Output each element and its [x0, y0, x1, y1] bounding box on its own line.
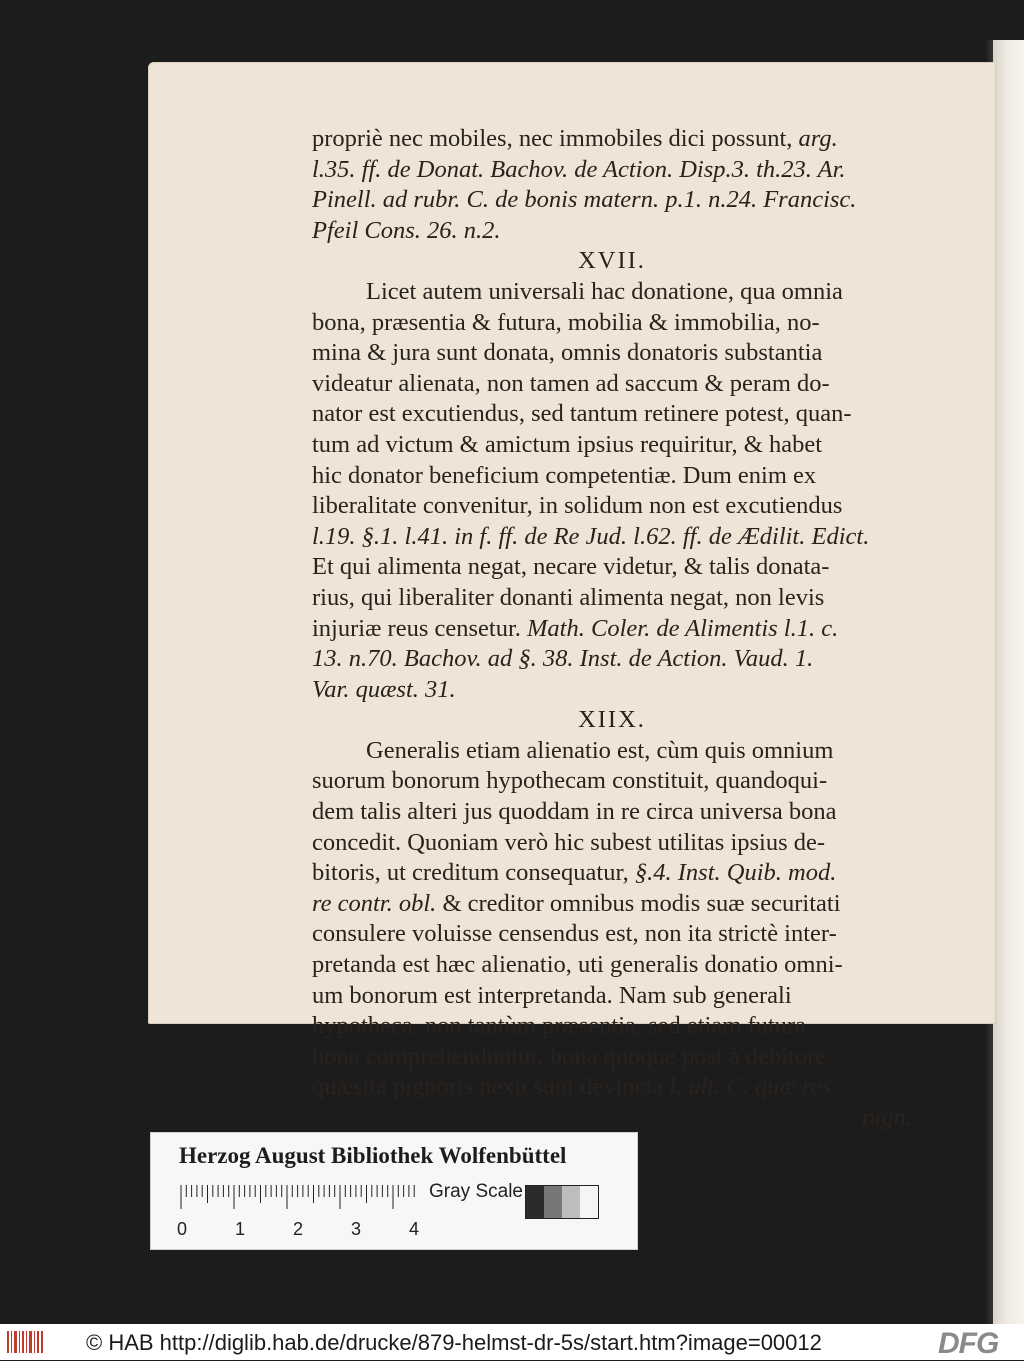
body-text: bona comprehenduntur, bona quoque post à debitore	[312, 1042, 827, 1070]
body-text: mina & jura sunt donata, omnis donatoris substantia	[312, 339, 823, 367]
body-text: bona, præsentia & futura, mobilia & immobilia, no-	[312, 308, 820, 336]
body-text: XVII.	[578, 247, 646, 275]
gray-swatch	[526, 1186, 544, 1218]
text-line	[312, 399, 912, 430]
text-line	[312, 675, 912, 706]
gray-swatch	[562, 1186, 580, 1218]
text-line	[312, 522, 912, 553]
body-text: XIIX.	[578, 706, 646, 734]
body-text: Generalis etiam alienatio est, cùm quis omnium	[366, 736, 834, 764]
body-text: concedit. Quoniam verò hic subest utilitas ipsius de-	[312, 828, 826, 856]
body-text: & creditor omnibus modis suæ securitati	[436, 889, 841, 917]
body-text: bitoris, ut creditum consequatur,	[312, 859, 635, 887]
citation-text: Var. quæst. 31.	[312, 675, 456, 703]
body-text: hypotheca, non tantùm præsentia, sed etiam futura	[312, 1012, 806, 1040]
section-heading	[312, 705, 912, 736]
body-text: propriè nec mobiles, nec immobiles dici possunt,	[312, 125, 799, 152]
text-line	[312, 766, 912, 797]
body-text: nator est excutiendus, sed tantum retinere potest, quan-	[312, 400, 852, 428]
citation-text: Pinell. ad rubr. C. de bonis matern. p.1. n.24. Francisc.	[312, 186, 857, 214]
body-text: liberalitate convenitur, in solidum non est excutiendus	[312, 492, 843, 520]
color-calibration-card	[150, 1132, 638, 1250]
citation-text: §.4. Inst. Quib. mod.	[634, 859, 837, 887]
text-line	[312, 308, 912, 339]
page-text-block	[312, 124, 912, 1134]
text-line	[312, 430, 912, 461]
ruler-labels	[177, 1219, 419, 1239]
footer-bar	[0, 1324, 1024, 1360]
body-text: Licet autem universali hac donatione, qua omnia	[366, 277, 843, 305]
body-text: hic donator beneficium competentiæ. Dum enim ex	[312, 461, 817, 489]
dfg-logo: DFG	[938, 1327, 999, 1360]
gray-swatch	[544, 1186, 562, 1218]
citation-text: l.35. ff. de Donat. Bachov. de Action. Disp.3. th.23. Ar.	[312, 155, 846, 183]
text-line	[312, 216, 912, 247]
body-text: pretanda est hæc alienatio, uti generalis donatio omni-	[312, 951, 843, 979]
ruler-number: 3	[351, 1219, 362, 1239]
text-line	[312, 614, 912, 645]
section-heading	[312, 246, 912, 277]
text-line	[312, 858, 912, 889]
copyright-link[interactable]: © HAB http://diglib.hab.de/drucke/879-helmst-dr-5s/start.htm?image=00012	[86, 1330, 822, 1355]
text-line	[312, 736, 912, 767]
body-text: suorum bonorum hypothecam constituit, quandoqui-	[312, 767, 828, 795]
body-text: videatur alienata, non tamen ad saccum & peram do-	[312, 369, 830, 397]
gray-scale-swatches	[525, 1185, 599, 1219]
citation-text: l. ult. C. quæ res	[669, 1073, 832, 1101]
ruler-number: 2	[293, 1219, 304, 1239]
text-line	[312, 981, 912, 1012]
ruler-scale	[177, 1183, 420, 1243]
ruler-number: 0	[177, 1219, 188, 1239]
facing-page-edge	[993, 40, 1024, 1328]
text-line	[312, 889, 912, 920]
body-text: um bonorum est interpretanda. Nam sub generali	[312, 981, 792, 1009]
text-line	[312, 338, 912, 369]
body-text: injuriæ reus censetur.	[312, 614, 528, 642]
text-line	[312, 797, 912, 828]
text-line	[312, 1103, 912, 1134]
citation-text: arg.	[798, 125, 838, 152]
citation-text: re contr. obl.	[312, 889, 437, 917]
text-line	[312, 185, 912, 216]
body-text: quæsita pignoris nexu sunt devincta	[312, 1073, 670, 1101]
body-text: dem talis alteri jus quoddam in re circa universa bona	[312, 798, 837, 826]
gray-scale-label: Gray Scale	[429, 1181, 523, 1202]
body-text: tum ad victum & amictum ipsius requiritur, & habet	[312, 430, 823, 458]
text-line	[312, 1072, 912, 1103]
body-text: consulere voluisse censendus est, non ita strictè inter-	[312, 920, 837, 948]
text-line	[312, 950, 912, 981]
text-line	[312, 369, 912, 400]
citation-text: Math. Coler. de Alimentis l.1. c.	[527, 614, 839, 642]
citation-text: Pfeil Cons. 26. n.2.	[312, 216, 501, 244]
body-text: rius, qui liberaliter donanti alimenta negat, non levis	[312, 583, 825, 611]
text-line	[312, 552, 912, 583]
text-line	[312, 644, 912, 675]
citation-text: pign.	[862, 1104, 912, 1131]
gray-swatch	[580, 1186, 598, 1218]
text-line	[312, 583, 912, 614]
library-name: Herzog August Bibliothek Wolfenbüttel	[179, 1143, 567, 1168]
text-line	[312, 461, 912, 492]
text-line	[312, 155, 912, 186]
body-text: Et qui alimenta negat, necare videtur, & talis donata-	[312, 553, 830, 581]
text-line	[312, 277, 912, 308]
citation-text: l.19. §.1. l.41. in f. ff. de Re Jud. l.62. ff. de Ædilit. Edict.	[312, 522, 870, 550]
text-line	[312, 491, 912, 522]
ruler-ticks	[181, 1185, 414, 1209]
text-line	[312, 828, 912, 859]
ruler-number: 4	[409, 1219, 420, 1239]
ruler-number: 1	[235, 1219, 246, 1239]
barcode-icon	[6, 1328, 46, 1356]
citation-text: 13. n.70. Bachov. ad §. 38. Inst. de Action. Vaud. 1.	[312, 645, 814, 673]
text-line	[312, 919, 912, 950]
text-line	[312, 1011, 912, 1042]
text-line	[312, 1042, 912, 1073]
text-line	[312, 124, 912, 155]
